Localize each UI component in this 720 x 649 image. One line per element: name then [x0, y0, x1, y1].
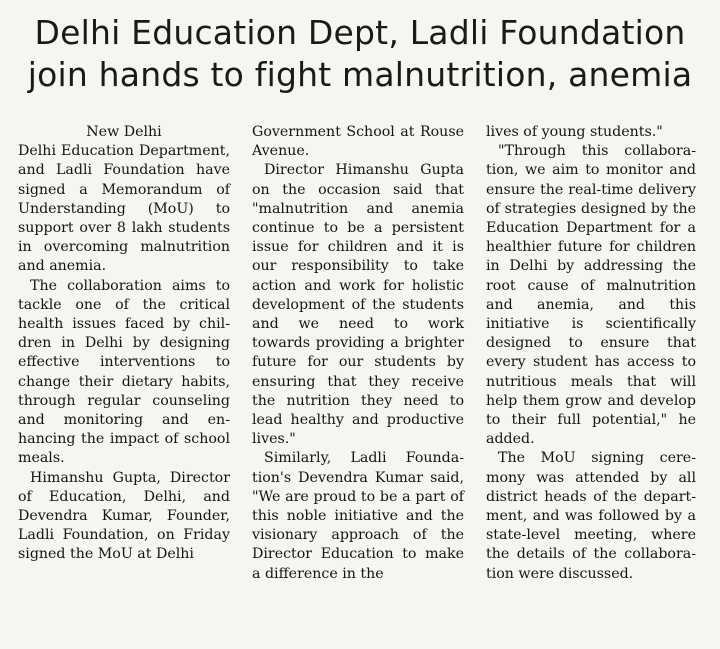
paragraph: The collaboration aims to tackle one of the critical health issues faced by children in Delhi by designing effective interventions to change their dietary habits, through regular counseling and monitoring and enhancing the impact of school meals.	[18, 277, 230, 467]
paragraph: Government School at Rouse Avenue.	[252, 124, 464, 160]
headline-line-1: Delhi Education Dept, Ladli Foundation	[34, 13, 686, 52]
paragraph: Himanshu Gupta, Director of Education, Delhi, and Devendra Kumar, Founder, Ladli Foundation, on Friday signed the MoU at Delhi	[18, 469, 230, 563]
paragraph: lives of young students."	[486, 124, 663, 140]
article-column-1	[18, 123, 230, 565]
paragraph: Delhi Education Department, and Ladli Foundation have signed a Memorandum of Understanding (MoU) to support over 8 lakh students in overcoming malnutrition and anemia.	[18, 143, 230, 275]
paragraph: "Through this collaboration, we aim to monitor and ensure the real-time delivery of strategies designed by the Education Department for a healthier future for children in Delhi by addressing the root cause of malnutrition and anemia, and this initiative is scientifically designed to ensure that every student has access to nutritious meals that will help them grow and develop to their full potential," he added.	[486, 143, 696, 448]
article-column-2	[252, 123, 464, 584]
paragraph: The MoU signing ceremony was attended by all district heads of the department, and was followed by a state-level meeting, where the details of the collaboration were discussed.	[486, 450, 696, 582]
dateline: New Delhi	[86, 124, 162, 140]
headline	[0, 12, 720, 96]
paragraph: Director Himanshu Gupta on the occasion said that "malnutrition and anemia continue to be a persistent issue for children and it is our responsibility to take action and work for holistic development of the students and we need to work towards providing a brighter future for our students by ensuring that they receive the nutrition they need to lead healthy and productive lives."	[252, 162, 464, 448]
paragraph: Similarly, Ladli Foundation's Devendra Kumar said, "We are proud to be a part of this noble initiative and the visionary approach of the Director Education to make a difference in the	[252, 450, 464, 582]
headline-line-2: join hands to fight malnutrition, anemia	[27, 55, 693, 94]
article-column-3	[486, 123, 696, 584]
